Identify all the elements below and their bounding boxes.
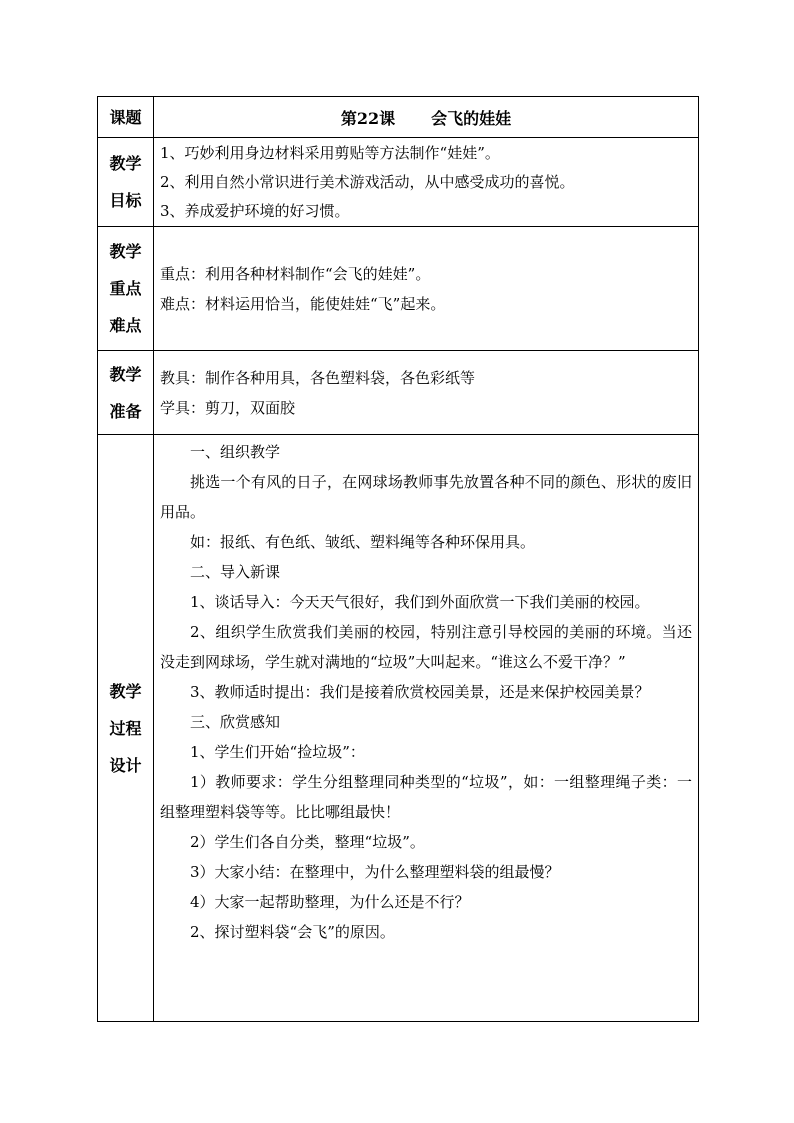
process-paragraph: 2、探讨塑料袋“会飞”的原因。 (190, 923, 395, 941)
process-paragraph: 2、组织学生欣赏我们美丽的校园，特别注意引导校园的美丽的环境。当还没走到网球场，学生就对满地的“垃圾”大叫起来。“谁这么不爱干净？” (160, 623, 692, 671)
process-paragraph: 4）大家一起帮助整理，为什么还是不行？ (190, 893, 470, 911)
goals-label: 教学 目标 (98, 138, 154, 227)
preparation-row (98, 351, 699, 435)
key-point-item: 难点：材料运用恰当，能使娃娃“飞”起来。 (160, 294, 446, 313)
preparation-content (154, 351, 699, 435)
process-paragraph: 二、导入新课 (190, 563, 281, 581)
process-content (154, 435, 699, 1022)
process-paragraph: 1、学生们开始“捡垃圾”： (190, 743, 365, 761)
title-label: 课题 (98, 97, 154, 138)
process-label: 教学 过程 设计 (98, 435, 154, 1022)
process-paragraph: 2）学生们各自分类，整理“垃圾”。 (190, 833, 425, 851)
lesson-title (154, 97, 699, 138)
process-paragraph: 三、欣赏感知 (190, 713, 281, 731)
process-paragraph: 1）教师要求：学生分组整理同种类型的“垃圾”，如：一组整理绳子类：一组整理塑料袋等等。比比哪组最快！ (160, 773, 692, 821)
process-paragraph: 如：报纸、有色纸、皱纸、塑料绳等各种环保用具。 (190, 533, 536, 551)
process-paragraph: 3、教师适时提出：我们是接着欣赏校园美景，还是来保护校园美景？ (190, 683, 650, 701)
lesson-name: 会飞的娃娃 (431, 108, 512, 128)
preparation-item: 教具：制作各种用具，各色塑料袋，各色彩纸等 (160, 368, 476, 387)
title-row (98, 97, 699, 138)
process-paragraph: 一、组织教学 (190, 443, 281, 461)
key-points-row (98, 227, 699, 351)
goal-item: 3、养成爱护环境的好习惯。 (160, 201, 350, 220)
process-row (98, 435, 699, 1022)
preparation-item: 学具：剪刀，双面胶 (160, 398, 296, 417)
goals-content (154, 138, 699, 227)
lesson-plan-table (97, 96, 699, 1022)
process-paragraph: 挑选一个有风的日子，在网球场教师事先放置各种不同的颜色、形状的废旧用品。 (160, 473, 692, 521)
process-paragraph: 3）大家小结：在整理中，为什么整理塑料袋的组最慢？ (190, 863, 560, 881)
key-points-content (154, 227, 699, 351)
key-point-item: 重点：利用各种材料制作“会飞的娃娃”。 (160, 264, 431, 283)
lesson-number: 第22课 (340, 108, 396, 128)
goal-item: 2、利用自然小常识进行美术游戏活动，从中感受成功的喜悦。 (160, 172, 575, 191)
goal-item: 1、巧妙利用身边材料采用剪贴等方法制作“娃娃”。 (160, 143, 500, 162)
preparation-label: 教学 准备 (98, 351, 154, 435)
goals-row (98, 138, 699, 227)
process-paragraph: 1、谈话导入：今天天气很好，我们到外面欣赏一下我们美丽的校园。 (190, 593, 650, 611)
key-points-label: 教学 重点 难点 (98, 227, 154, 351)
